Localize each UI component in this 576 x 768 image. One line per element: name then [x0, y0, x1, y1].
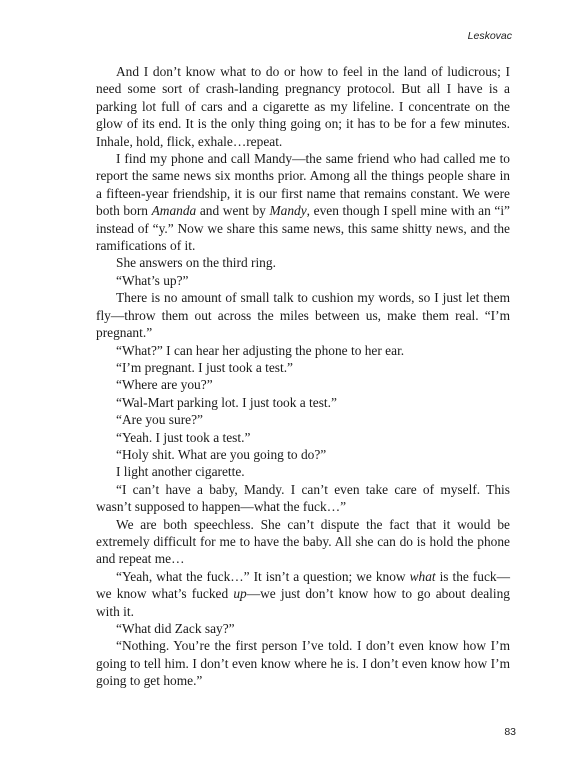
text-run: “Yeah. I just took a test.” — [116, 429, 251, 445]
text-run: I light another cigarette. — [116, 464, 245, 480]
paragraph — [96, 463, 510, 480]
text-run: “What?” I can hear her adjusting the phone to her ear. — [116, 342, 405, 358]
text-run: “What did Zack say?” — [116, 621, 235, 636]
text-run: She answers on the third ring. — [116, 255, 276, 271]
text-run: “What’s up?” — [116, 272, 189, 288]
paragraph — [96, 150, 510, 254]
text-run: “I can’t have a baby, Mandy. I can’t even take care of myself. This wasn’t supposed to happen—what the fuck…” — [96, 481, 510, 515]
text-run: “Yeah, what the fuck…” It isn’t a question; we know — [116, 568, 410, 584]
running-head: Leskovac — [467, 30, 512, 42]
text-run: “Holy shit. What are you going to do?” — [116, 446, 327, 462]
paragraph — [96, 254, 510, 271]
paragraph — [96, 376, 510, 393]
text-run: And I don’t know what to do or how to feel in the land of ludicrous; I need some sort of crash-landing pregnancy protocol. But all I have is a parking lot full of cars and a cigarette as my lifeline. I concentrate on the glow of its end. It is the only thing going on; it has to be for a few minutes. Inhale, hold, flick, exhale…repeat. — [96, 64, 510, 149]
text-run: “Wal-Mart parking lot. I just took a test.” — [116, 394, 337, 410]
paragraph — [96, 429, 510, 446]
paragraph — [96, 394, 510, 411]
text-run: “I’m pregnant. I just took a test.” — [116, 359, 294, 375]
italic-text: Amanda — [151, 203, 197, 219]
paragraph — [96, 359, 510, 376]
paragraph — [96, 568, 510, 620]
text-run: “Are you sure?” — [116, 412, 203, 428]
text-run: “Where are you?” — [116, 377, 213, 393]
paragraph — [96, 637, 510, 689]
page-number: 83 — [504, 726, 516, 738]
italic-text: Mandy — [269, 203, 307, 219]
paragraph — [96, 516, 510, 568]
text-run: There is no amount of small talk to cushion my words, so I just let them fly—throw them out across the miles between us, make them real. “I’m pregnant.” — [96, 290, 510, 341]
body-text — [96, 63, 510, 690]
paragraph — [96, 620, 510, 637]
paragraph — [96, 289, 510, 341]
paragraph — [96, 272, 510, 289]
italic-text: up — [233, 586, 247, 602]
paragraph — [96, 342, 510, 359]
paragraph — [96, 63, 510, 150]
text-run: and went by — [196, 203, 270, 219]
italic-text: what — [409, 568, 436, 584]
text-run: I find my phone and call Mandy—the same friend who had called me to report the same news six months prior. Among all the things people share in a fifteen-year friendship, it is our first name that remains constant. We were both born — [96, 151, 510, 219]
text-run: We are both speechless. She can’t dispute the fact that it would be extremely difficult for me to have the baby. All she can do is hold the phone and repeat me… — [96, 516, 510, 567]
text-run: is the fuck—we know what’s fucked — [96, 568, 510, 602]
text-run: , even though I spell mine with an “i” instead of “y.” Now we share this same news, this same shitty news, and the ramifications of it. — [96, 203, 510, 254]
paragraph — [96, 411, 510, 428]
text-run: “Nothing. You’re the first person I’ve told. I don’t even know how I’m going to tell him. I don’t even know where he is. I don’t even know how I’m going to get home.” — [96, 638, 510, 689]
paragraph — [96, 481, 510, 516]
paragraph — [96, 446, 510, 463]
text-run: —we just don’t know how to go about dealing with it. — [96, 586, 510, 619]
